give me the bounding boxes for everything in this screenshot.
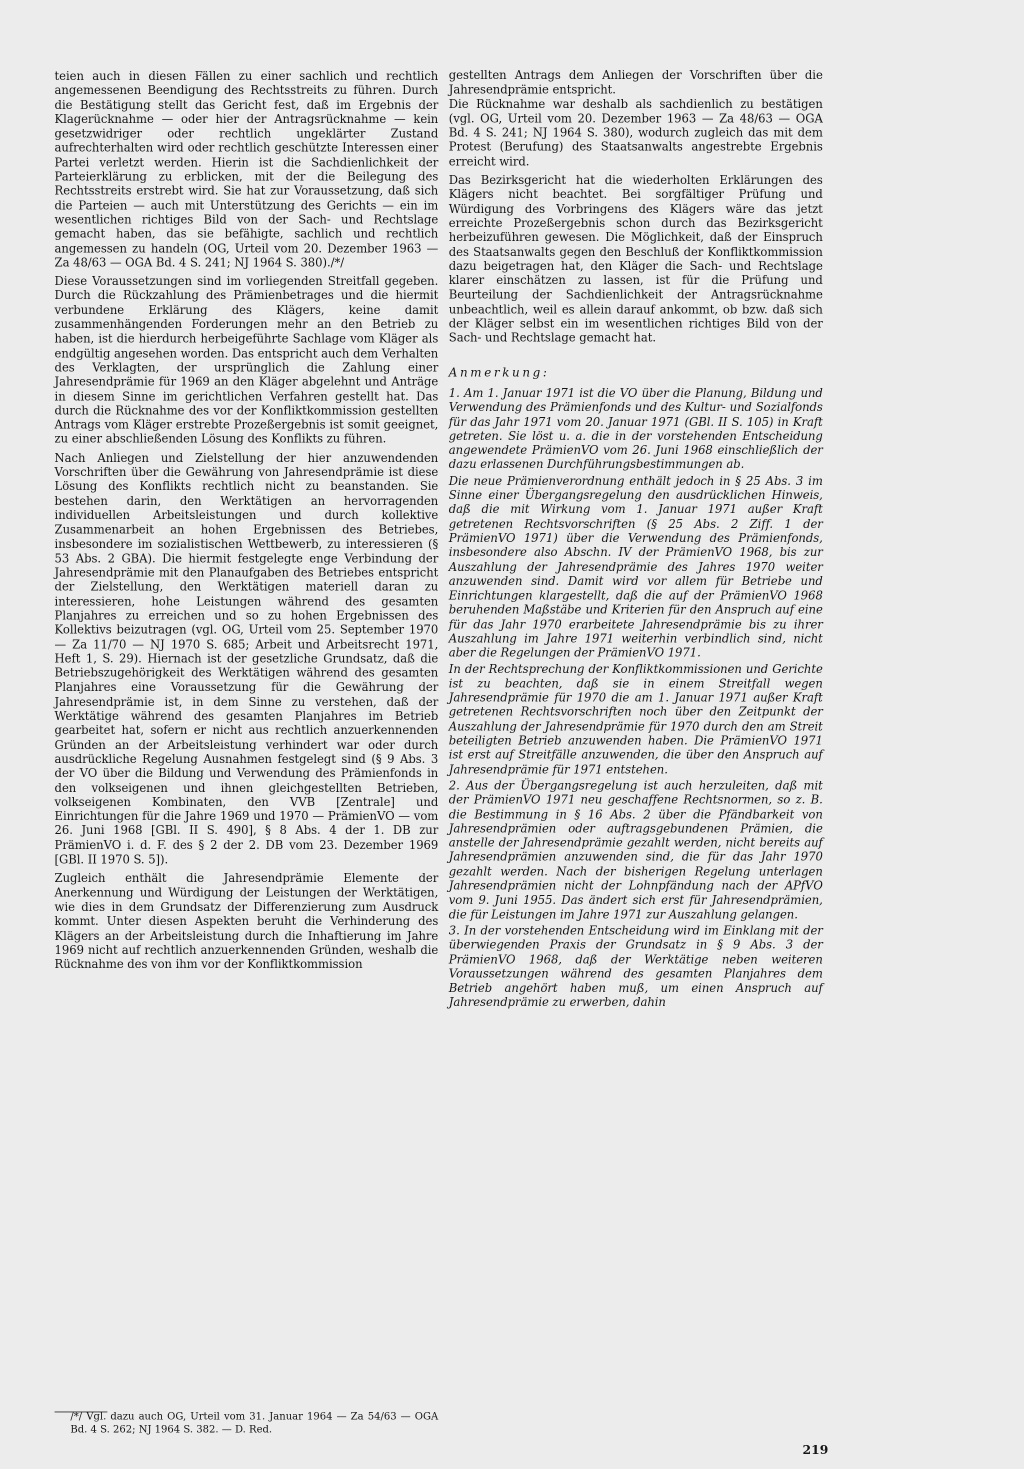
body-paragraph: Diese Voraussetzungen sind im vorliegenden Streitfall gegeben. Durch die Rückzahlung des Prämienbetrages und die hiermit verbundene Erklärung des Klägers, keine damit zusammenhängenden Forderungen mehr an den Betrieb zu haben, ist die hierdurch herbeigeführte Sachlage vom Kläger als endgültig angesehen worden. Das entspricht auch dem Verhalten des Verklagten, der ursprünglich die Zahlung einer Jahresendprämie für 1969 an den Kläger abgelehnt und Anträge in diesem Sinne im gerichtlichen Verfahren gestellt hat. Das durch die Rücknahme des vor der Konfliktkommission gestellten Antrags vom Kläger erstrebte Prozeßergebnis ist somit geeignet, zu einer abschließenden Lösung des Konflikts zu führen. xyxy=(54,275,439,447)
body-paragraph: teien auch in diesen Fällen zu einer sachlich und rechtlich angemessenen Beendigung des Rechtsstreits zu führen. Durch die Bestätigung stellt das Gericht fest, daß im Ergebnis der Klagerücknahme — oder hier der Antragsrücknahme — kein gesetzwidriger oder rechtlich ungeklärter Zustand aufrechterhalten wird oder rechtlich geschützte Interessen einer Partei verletzt werden. Hierin ist die Sachdienlichkeit der Parteierklärung zu erblicken, mit der die Beilegung des Rechtsstreits erstrebt wird. Sie hat zur Voraussetzung, daß sich die Parteien — auch mit Unterstützung des Gerichts — ein im wesentlichen richtiges Bild von der Sach- und Rechtslage gemacht haben, das sie befähigte, sachlich und rechtlich angemessen zu handeln (OG, Urteil vom 20. Dezember 1963 — Za 48/63 — OGA Bd. 4 S. 241; NJ 1964 S. 380)./*/ xyxy=(54,70,439,271)
footnote: /*/ Vgl. dazu auch OG, Urteil vom 31. Januar 1964 — Za 54/63 — OGA Bd. 4 S. 262; NJ 1964 S. 382. — D. Red. xyxy=(70,1409,439,1435)
page-number: 219 xyxy=(802,1443,829,1458)
body-paragraph: gestellten Antrags dem Anliegen der Vorschriften über die Jahresendprämie entspricht. xyxy=(448,69,823,98)
annotation-paragraph: In der Rechtsprechung der Konfliktkommissionen und Gerichte ist zu beachten, daß sie in einem Streitfall wegen Jahresendprämie für 1970 die am 1. Januar 1971 außer Kraft getretenen Rechtsvorschriften noch über den Zeitpunkt der Auszahlung der Jahresendprämie für 1970 durch den am Streit beteiligten Betrieb anzuwenden haben. Die PrämienVO 1971 ist erst auf Streitfälle anzuwenden, die über den Anspruch auf Jahresendprämie für 1971 entstehen. xyxy=(448,663,823,777)
annotation-paragraph: 3. In der vorstehenden Entscheidung wird im Einklang mit der überwiegenden Praxis der Grundsatz in § 9 Abs. 3 der PrämienVO 1968, daß der Werktätige neben weiteren Voraussetzungen während des gesamten Planjahres dem Betrieb angehört haben muß, um einen Anspruch auf Jahresendprämie zu erwerben, dahin xyxy=(448,924,823,1010)
body-paragraph: Das Bezirksgericht hat die wiederholten Erklärungen des Klägers nicht beachtet. Bei sorgfältiger Prüfung und Würdigung des Vorbringens des Klägers wäre das jetzt erreichte Prozeßergebnis schon durch das Bezirksgericht herbeizuführen gewesen. Die Möglichkeit, daß der Einspruch des Staatsanwalts gegen den Beschluß der Konfliktkommission dazu beigetragen hat, den Kläger die Sach- und Rechtslage klarer einschätzen zu lassen, ist für die Prüfung und Beurteilung der Sachdienlichkeit der Antragsrücknahme unbeachtlich, weil es allein darauf ankommt, ob bzw. daß sich der Kläger selbst ein im wesentlichen richtiges Bild von der Sach- und Rechtslage gemacht hat. xyxy=(448,174,823,346)
annotation-paragraph: 1. Am 1. Januar 1971 ist die VO über die Planung, Bildung und Verwendung des Prämienfonds und des Kultur- und Sozialfonds für das Jahr 1971 vom 20. Januar 1971 (GBl. II S. 105) in Kraft getreten. Sie löst u. a. die in der vorstehenden Entscheidung angewendete PrämienVO vom 26. Juni 1968 einschließlich der dazu erlassenen Durchführungsbestimmungen ab. xyxy=(448,387,823,473)
left-column xyxy=(55,70,439,972)
annotation-section xyxy=(449,366,823,1011)
annotation-paragraph: 2. Aus der Übergangsregelung ist auch herzuleiten, daß mit der PrämienVO 1971 neu geschaffene Rechtsnormen, so z. B. die Bestimmung in § 16 Abs. 2 über die Pfändbarkeit von Jahresendprämien oder auftragsgebundenen Prämien, die anstelle der Jahresendprämie gezahlt werden, nicht bereits auf Jahresendprämien anzuwenden sind, die für das Jahr 1970 gezahlt werden. Nach der bisherigen Regelung unterlagen Jahresendprämien nicht der Lohnpfändung nach der APfVO vom 9. Juni 1955. Das ändert sich erst für Jahresendprämien, die für Leistungen im Jahre 1971 zur Auszahlung gelangen. xyxy=(448,779,823,922)
annotation-heading: Anmerkung: xyxy=(448,365,550,380)
body-paragraph: Die Rücknahme war deshalb als sachdienlich zu bestätigen (vgl. OG, Urteil vom 20. Dezember 1963 — Za 48/63 — OGA Bd. 4 S. 241; NJ 1964 S. 380), wodurch zugleich das mit dem Protest (Berufung) des Staatsanwalts angestrebte Ergebnis erreicht wird. xyxy=(448,98,823,169)
body-paragraph: Nach Anliegen und Zielstellung der hier anzuwendenden Vorschriften über die Gewährung von Jahresendprämie ist diese Lösung des Konflikts rechtlich nicht zu beanstanden. Sie bestehen darin, den Werktätigen an hervorragenden individuellen Arbeitsleistungen und durch kollektive Zusammenarbeit an hohen Ergebnissen des Betriebes, insbesondere im sozialistischen Wettbewerb, zu interessieren (§ 53 Abs. 2 GBA). Die hiermit festgelegte enge Verbindung der Jahresendprämie mit den Planaufgaben des Betriebes entspricht der Zielstellung, den Werktätigen materiell daran zu interessieren, hohe Leistungen während des gesamten Planjahres zu erreichen und so zu hohen Ergebnissen des Kollektivs beizutragen (vgl. OG, Urteil vom 25. September 1970 — Za 11/70 — NJ 1970 S. 685; Arbeit und Arbeitsrecht 1971, Heft 1, S. 29). Hiernach ist der gesetzliche Grundsatz, daß die Betriebszugehörigkeit des Werktätigen während des gesamten Planjahres eine Voraussetzung für die Gewährung der Jahresendprämie ist, in dem Sinne zu verstehen, daß der Werktätige während des gesamten Planjahres im Betrieb gearbeitet hat, sofern er nicht aus rechtlich anzuerkennenden Gründen an der Arbeitsleistung verhindert war oder durch ausdrückliche Regelung Ausnahmen festgelegt sind (§ 9 Abs. 3 der VO über die Bildung und Verwendung des Prämienfonds in den volkseigenen und ihnen gleichgestellten Betrieben, volkseigenen Kombinaten, den VVB [Zentrale] und Einrichtungen für die Jahre 1969 und 1970 — PrämienVO — vom 26. Juni 1968 [GBl. II S. 490], § 8 Abs. 4 der 1. DB zur PrämienVO i. d. F. des § 2 der 2. DB vom 23. Dezember 1969 [GBl. II 1970 S. 5]). xyxy=(54,452,439,867)
body-paragraph: Zugleich enthält die Jahresendprämie Elemente der Anerkennung und Würdigung der Leistungen der Werktätigen, wie dies in dem Grundsatz der Differenzierung zum Ausdruck kommt. Unter diesen Aspekten beruht die Verhinderung des Klägers an der Arbeitsleistung durch die Inhaftierung im Jahre 1969 nicht auf rechtlich anzuerkennenden Gründen, weshalb die Rücknahme des von ihm vor der Konfliktkommission xyxy=(54,872,439,972)
right-column xyxy=(449,70,823,1013)
annotation-paragraph: Die neue Prämienverordnung enthält jedoch in § 25 Abs. 3 im Sinne einer Übergangsregelung den ausdrücklichen Hinweis, daß die mit Wirkung vom 1. Januar 1971 außer Kraft getretenen Rechtsvorschriften (§ 25 Abs. 2 Ziff. 1 der PrämienVO 1971) über die Verwendung des Prämienfonds, insbesondere also Abschn. IV der PrämienVO 1968, bis zur Auszahlung der Jahresendprämie des Jahres 1970 weiter anzuwenden sind. Damit wird vor allem für Betriebe und Einrichtungen klargestellt, daß die auf der PrämienVO 1968 beruhenden Maßstäbe und Kriterien für den Anspruch auf eine für das Jahr 1970 erarbeitete Jahresendprämie bis zu ihrer Auszahlung im Jahre 1971 weiterhin verbindlich sind, nicht aber die Regelungen der PrämienVO 1971. xyxy=(448,474,823,661)
